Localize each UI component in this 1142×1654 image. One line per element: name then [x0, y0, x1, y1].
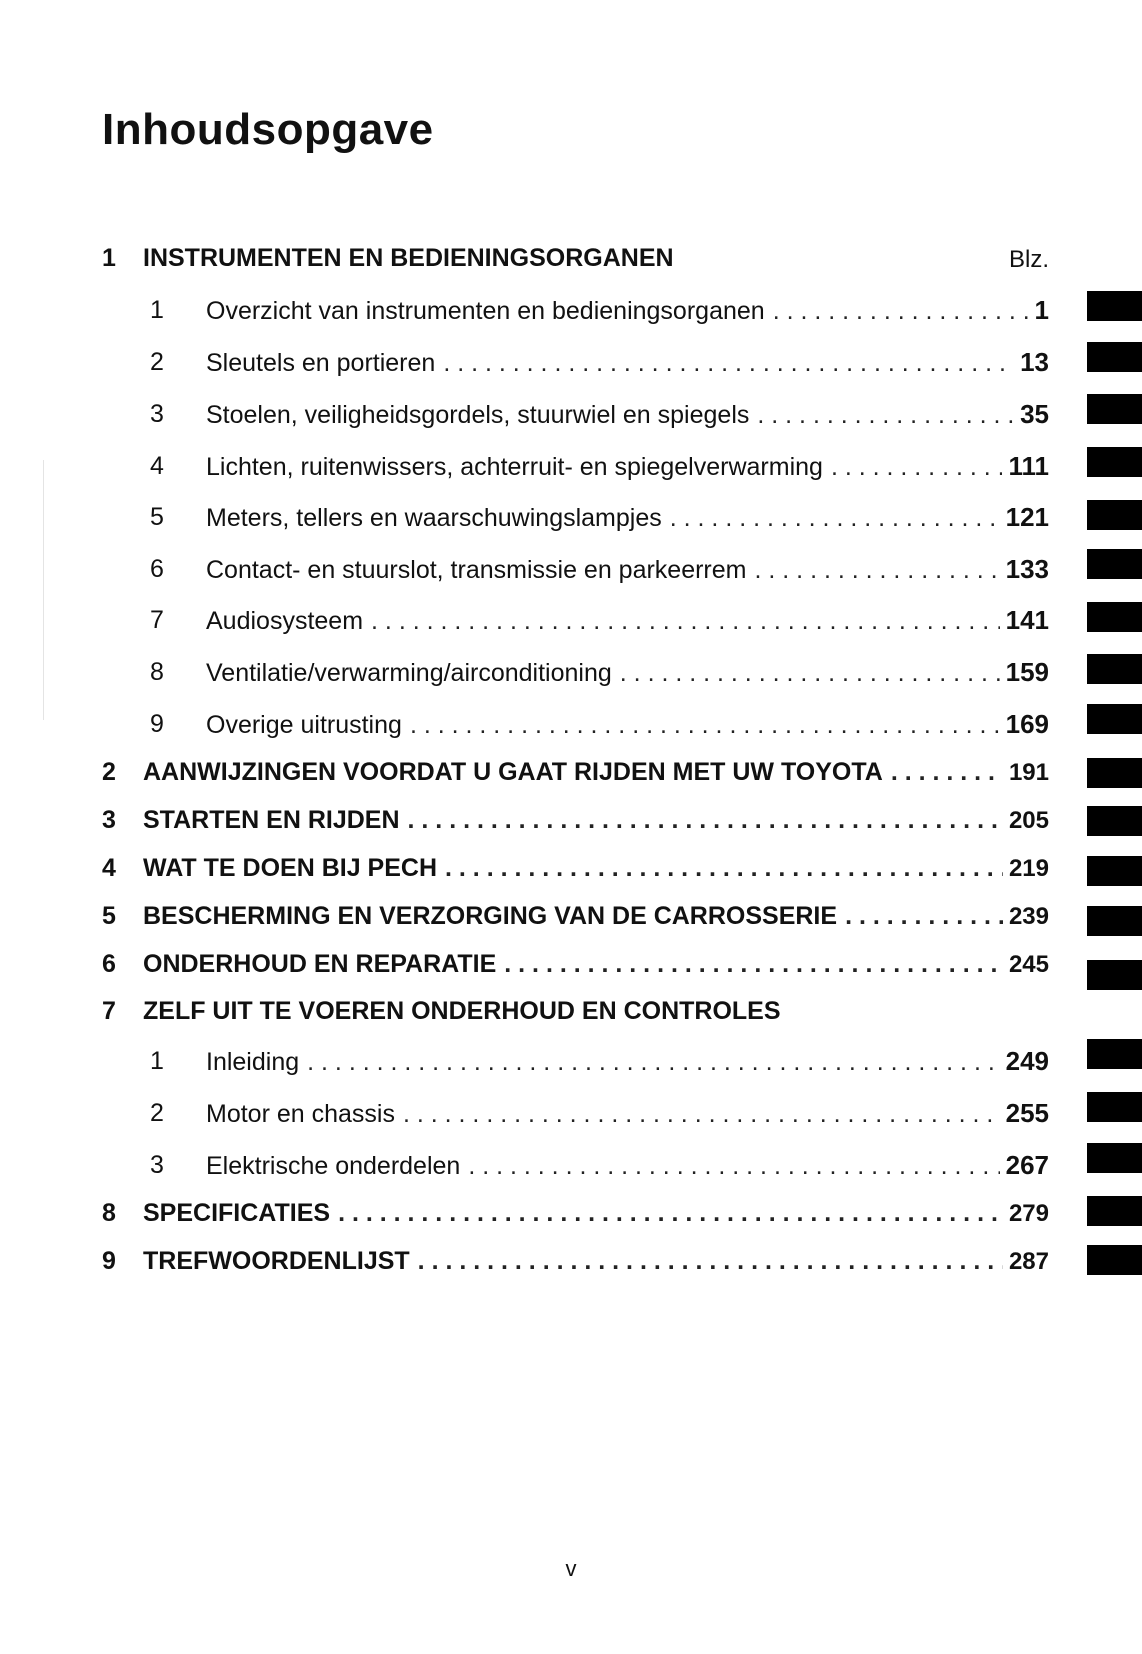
toc-page-number: 205: [1008, 807, 1049, 834]
toc-title: Elektrische onderdelen: [206, 1152, 461, 1180]
section-thumb-tab: [1087, 342, 1142, 372]
dot-leader: [755, 552, 1000, 588]
toc-section-row: [0, 602, 1142, 638]
dot-leader: [403, 1096, 1000, 1132]
dot-leader: [757, 397, 1014, 433]
toc-page-number: 255: [1005, 1098, 1049, 1128]
toc-page-number: 239: [1008, 903, 1049, 930]
toc-title: ONDERHOUD EN REPARATIE: [143, 950, 497, 978]
section-thumb-tab: [1087, 806, 1142, 836]
toc-number: 9: [150, 710, 164, 738]
dot-leader: [845, 898, 1003, 934]
toc-entry: [143, 850, 1049, 887]
toc-title: Motor en chassis: [206, 1100, 395, 1128]
toc-chapter-row: [0, 1195, 1142, 1231]
dot-leader: [620, 655, 1000, 691]
toc-section-row: [0, 654, 1142, 690]
toc-number: 5: [150, 503, 164, 531]
toc-number: 3: [102, 806, 116, 834]
section-thumb-tab: [1087, 500, 1142, 530]
toc-number: 2: [150, 1099, 164, 1127]
toc-entry: [143, 993, 1049, 1029]
dot-leader: [408, 802, 1003, 838]
section-thumb-tab: [1087, 704, 1142, 734]
toc-section-row: [0, 344, 1142, 380]
dot-leader: [445, 850, 1003, 886]
toc-entry: [143, 1243, 1049, 1280]
dot-leader: [670, 500, 1000, 536]
toc-entry: [143, 240, 1049, 276]
toc-entry: [143, 946, 1049, 983]
page-title: Inhoudsopgave: [102, 105, 434, 154]
toc-page-number: 111: [1008, 451, 1049, 481]
toc-page-number: 249: [1005, 1046, 1049, 1076]
toc-entry: [206, 551, 1049, 588]
toc-chapter-row: [0, 993, 1142, 1029]
section-thumb-tab: [1087, 602, 1142, 632]
toc-number: 4: [150, 452, 164, 480]
toc-section-row: [0, 292, 1142, 328]
toc-entry: [206, 448, 1049, 485]
toc-page-number: 141: [1005, 605, 1049, 635]
toc-title: Audiosysteem: [206, 607, 364, 635]
toc-page-number: 133: [1005, 554, 1049, 584]
section-thumb-tab: [1087, 447, 1142, 477]
toc-entry: [206, 1043, 1049, 1080]
toc-number: 7: [150, 606, 164, 634]
dot-leader: [338, 1195, 1003, 1231]
toc-number: 8: [102, 1199, 116, 1227]
toc-number: 7: [102, 997, 116, 1025]
toc-title: INSTRUMENTEN EN BEDIENINGSORGANEN: [143, 244, 674, 272]
toc-entry: [206, 1147, 1049, 1184]
section-thumb-tab: [1087, 906, 1142, 936]
dot-leader: [891, 754, 1003, 790]
section-thumb-tab: [1087, 960, 1142, 990]
toc-number: 3: [150, 1151, 164, 1179]
toc-page-number: 121: [1005, 502, 1049, 532]
toc-title: Overzicht van instrumenten en bedieningsorganen: [206, 297, 765, 325]
toc-title: BESCHERMING EN VERZORGING VAN DE CARROSSERIE: [143, 902, 838, 930]
toc-title: Meters, tellers en waarschuwingslampjes: [206, 504, 662, 532]
toc-entry: [143, 754, 1049, 791]
dot-leader: [773, 293, 1029, 329]
toc-entry: [206, 1095, 1049, 1132]
section-thumb-tab: [1087, 291, 1142, 321]
section-thumb-tab: [1087, 394, 1142, 424]
dot-leader: [371, 603, 1000, 639]
toc-number: 4: [102, 854, 116, 882]
toc-title: Overige uitrusting: [206, 711, 402, 739]
section-thumb-tab: [1087, 856, 1142, 886]
toc-page-number: 169: [1005, 709, 1049, 739]
toc-number: 1: [150, 1047, 164, 1075]
section-thumb-tab: [1087, 1196, 1142, 1226]
toc-chapter-row: [0, 802, 1142, 838]
dot-leader: [418, 1243, 1003, 1279]
toc-page-number: 245: [1008, 951, 1049, 978]
toc-title: STARTEN EN RIJDEN: [143, 806, 400, 834]
dot-leader: [307, 1044, 999, 1080]
toc-section-row: [0, 1095, 1142, 1131]
toc-chapter-row: [0, 240, 1142, 276]
toc-entry: [206, 292, 1049, 329]
toc-title: TREFWOORDENLIJST: [143, 1247, 410, 1275]
toc-page-number: 1: [1034, 295, 1049, 325]
section-thumb-tab: [1087, 1245, 1142, 1275]
toc-section-row: [0, 1147, 1142, 1183]
toc-section-row: [0, 396, 1142, 432]
section-thumb-tab: [1087, 1092, 1142, 1122]
toc-section-row: [0, 1043, 1142, 1079]
page-column-header: Blz.: [1008, 246, 1049, 273]
toc-number: 3: [150, 400, 164, 428]
toc-title: Ventilatie/verwarming/airconditioning: [206, 659, 612, 687]
toc-page-number: 13: [1020, 347, 1049, 377]
toc-page-number: 35: [1020, 399, 1049, 429]
toc-title: ZELF UIT TE VOEREN ONDERHOUD EN CONTROLES: [143, 997, 781, 1025]
toc-section-row: [0, 499, 1142, 535]
toc-entry: [206, 499, 1049, 536]
toc-title: Lichten, ruitenwissers, achterruit- en spiegelverwarming: [206, 453, 823, 481]
toc-entry: [206, 602, 1049, 639]
toc-number: 2: [150, 348, 164, 376]
section-thumb-tab: [1087, 758, 1142, 788]
toc-page-number: 219: [1008, 855, 1049, 882]
dot-leader: [468, 1148, 999, 1184]
dot-leader: [504, 946, 1003, 982]
toc-title: Contact- en stuurslot, transmissie en parkeerrem: [206, 556, 747, 584]
dot-leader: [831, 449, 1003, 485]
toc-title: AANWIJZINGEN VOORDAT U GAAT RIJDEN MET UW TOYOTA: [143, 758, 883, 786]
toc-title: SPECIFICATIES: [143, 1199, 331, 1227]
page-number: v: [565, 1556, 577, 1581]
toc-title: Sleutels en portieren: [206, 349, 436, 377]
toc-section-row: [0, 448, 1142, 484]
toc-entry: [206, 706, 1049, 743]
toc-page-number: 267: [1005, 1150, 1049, 1180]
toc-number: 6: [102, 950, 116, 978]
toc-page-number: 287: [1008, 1248, 1049, 1275]
section-thumb-tab: [1087, 549, 1142, 579]
toc-number: 5: [102, 902, 116, 930]
toc-entry: [206, 396, 1049, 433]
toc-page-number: 191: [1008, 759, 1049, 786]
toc-number: 2: [102, 758, 116, 786]
toc-number: 8: [150, 658, 164, 686]
toc-number: 1: [102, 244, 116, 272]
toc-chapter-row: [0, 1243, 1142, 1279]
toc-chapter-row: [0, 946, 1142, 982]
toc-chapter-row: [0, 898, 1142, 934]
toc-number: 9: [102, 1247, 116, 1275]
toc-title: Stoelen, veiligheidsgordels, stuurwiel en spiegels: [206, 401, 750, 429]
section-thumb-tab: [1087, 654, 1142, 684]
toc-title: Inleiding: [206, 1048, 300, 1076]
section-thumb-tab: [1087, 1143, 1142, 1173]
toc-section-row: [0, 706, 1142, 742]
toc-section-row: [0, 551, 1142, 587]
toc-entry: [143, 1195, 1049, 1232]
toc-page-number: 159: [1005, 657, 1049, 687]
toc-entry: [206, 654, 1049, 691]
dot-leader: [410, 707, 1000, 743]
section-thumb-tab: [1087, 1039, 1142, 1069]
toc-title: WAT TE DOEN BIJ PECH: [143, 854, 438, 882]
toc-entry: [143, 898, 1049, 935]
dot-leader: [443, 345, 1014, 381]
toc-number: 6: [150, 555, 164, 583]
toc-chapter-row: [0, 754, 1142, 790]
toc-entry: [206, 344, 1049, 381]
toc-number: 1: [150, 296, 164, 324]
toc-chapter-row: [0, 850, 1142, 886]
toc-entry: [143, 802, 1049, 839]
toc-page-number: 279: [1008, 1200, 1049, 1227]
